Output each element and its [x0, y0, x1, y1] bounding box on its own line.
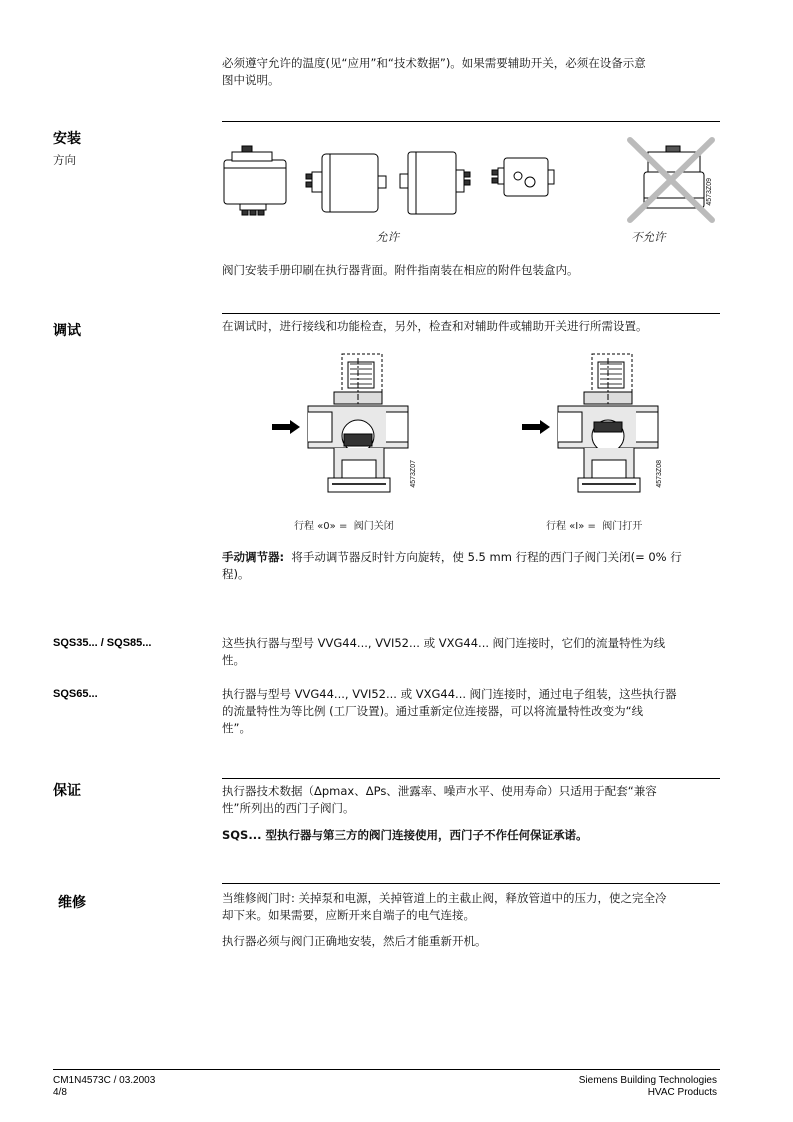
caption-valve-open	[546, 517, 642, 532]
mounting-orientation-figure	[220, 132, 720, 232]
warranty-rule	[222, 778, 720, 779]
caption-closed-stroke: 行程 «0» =	[294, 521, 348, 532]
maintenance-line-2: 却下来。如果需要，应断开来自端子的电气连接。	[222, 908, 475, 922]
intro-line-1: 必须遵守允许的温度(见“应用”和“技术数据”)。如果需要辅助开关，必须在设备示意	[222, 56, 646, 70]
commissioning-heading: 调试	[53, 323, 81, 339]
footer-page-number: 4/8	[53, 1087, 67, 1098]
warranty-line-1: 执行器技术数据（Δpmax、ΔPs、泄露率、噪声水平、使用寿命）只适用于配套“兼容	[222, 784, 657, 798]
actuator-upright-drawing	[224, 146, 286, 215]
commissioning-rule	[222, 313, 720, 314]
actuator-horizontal-left-drawing	[306, 154, 386, 212]
valve-closed-drawing	[268, 350, 428, 498]
caption-open-state: 阀门打开	[602, 521, 643, 532]
caption-closed-state: 阀门关闭	[353, 521, 394, 532]
actuator-side-view-drawing	[492, 158, 554, 196]
not-allowed-label: 不允许	[631, 230, 666, 244]
footer-rule	[53, 1069, 720, 1070]
sqs35-line-2: 性。	[222, 653, 245, 667]
caption-open-stroke: 行程 «I» =	[546, 521, 596, 532]
maintenance-line-3: 执行器必须与阀门正确地安装，然后才能重新开机。	[222, 934, 487, 948]
footer-doc-id: CM1N4573C / 03.2003	[53, 1075, 156, 1086]
warranty-disclaimer: SQS... 型执行器与第三方的阀门连接使用，西门子不作任何保证承诺。	[222, 828, 588, 842]
intro-line-2: 图中说明。	[222, 73, 280, 87]
manual-line-1: 将手动调节器反时针方向旋转，使 5.5 mm 行程的西门子阀门关闭(= 0% 行	[291, 550, 682, 564]
installation-subheading: 方向	[53, 153, 76, 167]
sqs65-line-1: 执行器与型号 VVG44..., VVI52... 或 VXG44... 阀门连接时，通过电子组装，这些执行器	[222, 687, 677, 701]
allowed-label: 允许	[376, 230, 399, 244]
maintenance-heading: 维修	[58, 895, 86, 911]
figure-id-mounting: 4573Z09	[706, 178, 713, 206]
flow-arrow-icon	[522, 420, 550, 434]
sqs65-code: SQS65...	[53, 688, 98, 700]
installation-note: 阀门安装手册印刷在执行器背面。附件指南装在相应的附件包装盒内。	[222, 263, 579, 277]
figure-id-valve-open: 4573Z08	[656, 460, 663, 488]
figure-id-valve-closed: 4573Z07	[410, 460, 417, 488]
manual-line-2: 程)。	[222, 567, 250, 581]
installation-heading: 安装	[53, 131, 81, 147]
manual-adjuster-label: 手动调节器:	[222, 550, 285, 564]
installation-rule	[222, 121, 720, 122]
caption-valve-closed	[294, 517, 394, 532]
maintenance-line-1: 当维修阀门时: 关掉泵和电源，关掉管道上的主截止阀，释放管道中的压力，使之完全冷	[222, 891, 667, 905]
sqs35-line-1: 这些执行器与型号 VVG44..., VVI52... 或 VXG44... 阀门连接时，它们的流量特性为线	[222, 636, 666, 650]
footer-left	[53, 1075, 155, 1099]
manual-adjuster-paragraph	[222, 549, 722, 583]
sqs65-line-2: 的流量特性为等比例 (工厂设置)。通过重新定位连接器，可以将流量特性改变为“线	[222, 704, 644, 718]
maintenance-rule	[222, 883, 720, 884]
footer-division: HVAC Products	[647, 1087, 717, 1098]
footer-company: Siemens Building Technologies	[578, 1075, 717, 1086]
actuator-horizontal-right-drawing	[400, 152, 470, 214]
sqs65-paragraph	[222, 686, 722, 737]
maintenance-paragraph	[222, 890, 722, 924]
warranty-paragraph	[222, 783, 722, 817]
commissioning-text: 在调试时，进行接线和功能检查，另外，检查和对辅助件或辅助开关进行所需设置。	[222, 319, 648, 333]
intro-paragraph	[222, 55, 722, 89]
sqs35-paragraph	[222, 635, 722, 669]
sqs65-line-3: 性”。	[222, 721, 251, 735]
flow-arrow-icon	[272, 420, 300, 434]
sqs35-code: SQS35... / SQS85...	[53, 637, 152, 649]
warranty-line-2: 性”所列出的西门子阀门。	[222, 801, 355, 815]
footer-right	[579, 1075, 717, 1099]
valve-open-drawing	[518, 350, 678, 498]
warranty-heading: 保证	[53, 783, 81, 799]
